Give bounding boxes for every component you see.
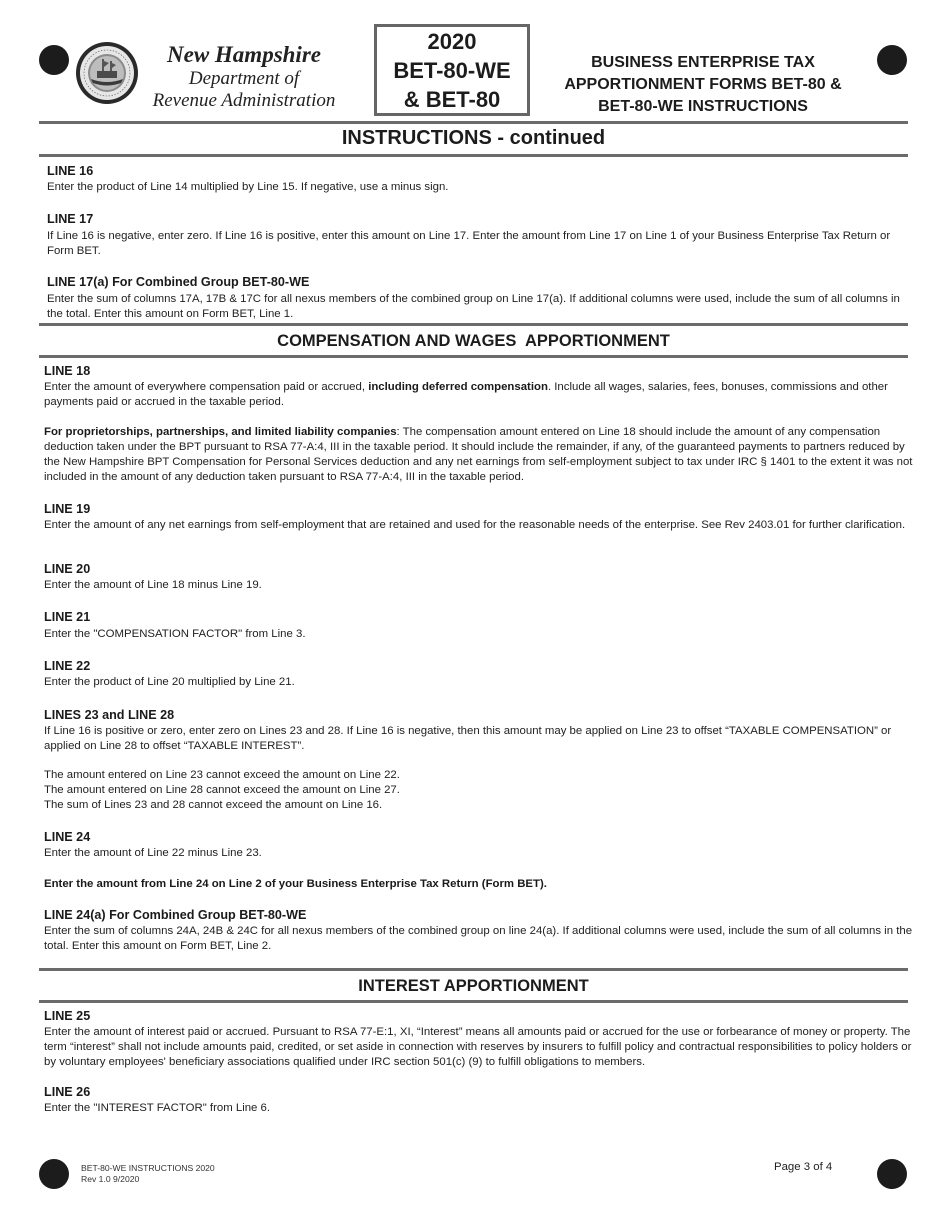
form-code-2: & BET-80 bbox=[403, 87, 501, 112]
line-16-text: Enter the product of Line 14 multiplied by Line 15. If negative, use a minus sign. bbox=[47, 181, 449, 193]
line-25-text: Enter the amount of interest paid or accrued. Pursuant to RSA 77-E:1, XI, “Interest” means all amounts paid or accrued for the use or forbearance of money or property. The term “interest” shall not include amounts paid, credited, or set aside in connection with reserves by insurers to fulfill policy and contractual responsibilities to policy holders or by voluntary employees' beneficiary associations qualified under IRC section 501(c) (9) to fulfill obligations to members. bbox=[44, 1026, 912, 1068]
line-22-text: Enter the product of Line 20 multiplied by Line 21. bbox=[44, 676, 295, 688]
line-20-heading: LINE 20 bbox=[44, 562, 91, 576]
divider bbox=[39, 154, 908, 157]
line-20-text: Enter the amount of Line 18 minus Line 19. bbox=[44, 579, 262, 591]
line-26-text: Enter the "INTEREST FACTOR" from Line 6. bbox=[44, 1102, 271, 1114]
agency-line-3: Revenue Administration bbox=[152, 90, 336, 111]
line-24a-text: Enter the sum of columns 24A, 24B & 24C for all nexus members of the combined group on line 24(a). If additional columns were used, include the sum of all columns in the total. Enter this amount on Form BET, Line 2. bbox=[44, 925, 913, 952]
line-21-text: Enter the "COMPENSATION FACTOR" from Line 3. bbox=[44, 628, 306, 640]
line-18-heading: LINE 18 bbox=[44, 364, 91, 378]
section-title-compensation: COMPENSATION AND WAGES APPORTIONMENT bbox=[277, 332, 670, 350]
lines-23-28-note-3: The sum of Lines 23 and 28 cannot exceed the amount on Line 16. bbox=[44, 799, 383, 811]
state-seal-icon bbox=[75, 41, 139, 110]
punch-hole-top-left bbox=[39, 45, 69, 75]
divider bbox=[39, 323, 908, 326]
line-25-heading: LINE 25 bbox=[44, 1009, 91, 1023]
proprietorships-bold: For proprietorships, partnerships, and limited liability companies bbox=[44, 426, 397, 438]
line-18-text bbox=[44, 380, 914, 410]
footer-revision: Rev 1.0 9/2020 bbox=[81, 1174, 140, 1184]
line-17-text: If Line 16 is negative, enter zero. If Line 16 is positive, enter this amount on Line 17. Enter the amount from Line 17 on Line 1 of your Business Enterprise Tax Return or Form BET. bbox=[47, 230, 891, 257]
line-18-text-start: Enter the amount of everywhere compensation paid or accrued, bbox=[44, 381, 369, 393]
divider bbox=[39, 968, 908, 971]
punch-hole-top-right bbox=[877, 45, 907, 75]
main-title: INSTRUCTIONS - continued bbox=[341, 127, 606, 149]
agency-line-2: Department of bbox=[188, 68, 300, 89]
document-title-line-2: APPORTIONMENT FORMS BET-80 & bbox=[564, 76, 842, 93]
page-number: Page 3 of 4 bbox=[774, 1161, 833, 1173]
line-17a-heading: LINE 17(a) For Combined Group BET-80-WE bbox=[47, 275, 310, 289]
divider bbox=[39, 121, 908, 124]
lines-23-28-text: If Line 16 is positive or zero, enter zero on Lines 23 and 28. If Line 16 is negative, then this amount may be applied on Line 23 to offset “TAXABLE COMPENSATION” or applied on Line 28 to offset “TAXABLE INTEREST”. bbox=[44, 725, 892, 752]
line-24-heading: LINE 24 bbox=[44, 830, 91, 844]
proprietorships-paragraph bbox=[44, 425, 914, 485]
line-19-text: Enter the amount of any net earnings from self-employment that are retained and used for the reasonable needs of the enterprise. See Rev 2403.01 for further clarification. bbox=[44, 519, 906, 531]
punch-hole-bottom-left bbox=[39, 1159, 69, 1189]
line-26-heading: LINE 26 bbox=[44, 1085, 91, 1099]
document-title-line-3: BET-80-WE INSTRUCTIONS bbox=[598, 98, 808, 115]
line-24a-heading: LINE 24(a) For Combined Group BET-80-WE bbox=[44, 908, 307, 922]
punch-hole-bottom-right bbox=[877, 1159, 907, 1189]
line-24-bold-note: Enter the amount from Line 24 on Line 2 of your Business Enterprise Tax Return (Form BET). bbox=[44, 878, 547, 890]
lines-23-28-heading: LINES 23 and LINE 28 bbox=[44, 708, 175, 722]
line-17a-text: Enter the sum of columns 17A, 17B & 17C for all nexus members of the combined group on Line 17(a). If additional columns were used, include the sum of all columns in the total. Enter this amount on Form BET, Line 1. bbox=[47, 293, 900, 320]
agency-line-1: New Hampshire bbox=[167, 42, 321, 67]
proprietorships-text: : The compensation amount entered on Line 18 should include the amount of any compensation deduction taken under the BPT pursuant to RSA 77-A:4, III in the taxable period. It should include the remainder, if any, of the guaranteed payments to partners reduced by the New Hampshire BPT Compensation for Personal Services deduction and any net earnings from self-employment subject to tax under IRC § 1401 to the extent it was not included in the amount of any deduction taken pursuant to RSA 77-A:4, III in the taxable period. bbox=[44, 426, 913, 483]
agency-name bbox=[140, 42, 348, 112]
line-22-heading: LINE 22 bbox=[44, 659, 91, 673]
line-24-text: Enter the amount of Line 22 minus Line 23. bbox=[44, 847, 262, 859]
divider bbox=[39, 1000, 908, 1003]
form-year: 2020 bbox=[427, 29, 477, 54]
section-title-interest: INTEREST APPORTIONMENT bbox=[358, 977, 589, 995]
line-19-heading: LINE 19 bbox=[44, 502, 91, 516]
line-18-text-bold: including deferred compensation bbox=[368, 381, 548, 393]
footer-document-info bbox=[81, 1163, 215, 1185]
line-21-heading: LINE 21 bbox=[44, 610, 91, 624]
line-18-text-end: . Include all wages, salaries, fees, bonuses, commissions and other payments paid or accrued in the taxable period. bbox=[44, 381, 888, 408]
form-id-box bbox=[374, 24, 530, 116]
line-17-heading: LINE 17 bbox=[47, 212, 94, 226]
document-title bbox=[548, 52, 858, 118]
form-code-1: BET-80-WE bbox=[393, 58, 511, 83]
document-title-line-1: BUSINESS ENTERPRISE TAX bbox=[591, 54, 815, 71]
lines-23-28-note-2: The amount entered on Line 28 cannot exceed the amount on Line 27. bbox=[44, 784, 400, 796]
line-16-heading: LINE 16 bbox=[47, 164, 94, 178]
footer-doc-name: BET-80-WE INSTRUCTIONS 2020 bbox=[81, 1163, 215, 1173]
lines-23-28-note-1: The amount entered on Line 23 cannot exceed the amount on Line 22. bbox=[44, 769, 400, 781]
divider bbox=[39, 355, 908, 358]
